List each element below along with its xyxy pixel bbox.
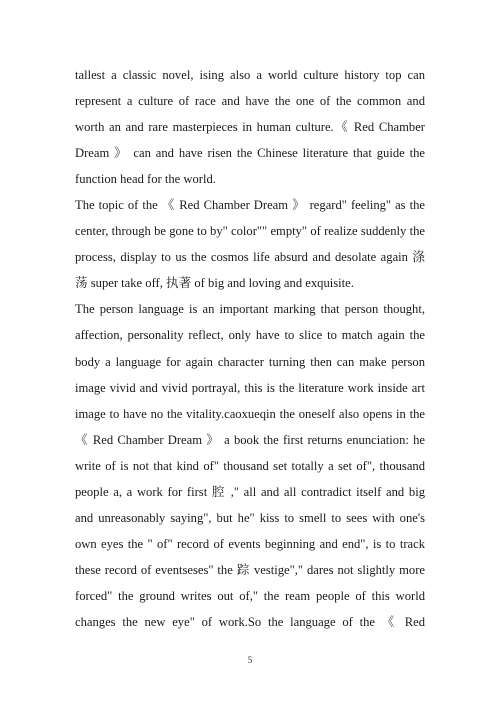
text-line: center, through be gone to by" color"" empty" of realize suddenly the [75, 224, 425, 239]
text-line: 荡 super take off, 执著 of big and loving and exquisite. [75, 276, 354, 291]
text-line: these record of eventseses" the 踪 vestige"," dares not slightly more [75, 562, 425, 577]
text-line: 《 Red Chamber Dream 》 a book the first returns enunciation: he [75, 432, 425, 447]
text-line: changes the new eye" of work.So the language of the 《 Red [75, 614, 425, 629]
text-line: represent a culture of race and have the one of the common and [75, 94, 425, 109]
text-line: process, display to us the cosmos life absurd and desolate again 涤 [75, 250, 425, 265]
text-line: and unreasonably saying", but he" kiss to smell to sees with one's [75, 510, 425, 525]
text-line: The topic of the 《 Red Chamber Dream 》 regard" feeling" as the [75, 198, 425, 213]
text-line: image to have no the vitality.caoxueqin the oneself also opens in the [75, 406, 425, 421]
text-line: image vivid and vivid portrayal, this is the literature work inside art [75, 380, 425, 395]
text-line: Dream 》 can and have risen the Chinese literature that guide the [75, 146, 425, 161]
text-line: tallest a classic novel, ising also a world culture history top can [75, 68, 425, 82]
text-line: affection, personality reflect, only have to slice to match again the [75, 328, 425, 343]
text-line: worth an and rare masterpieces in human culture.《 Red Chamber [75, 120, 425, 135]
text-line: body a language for again character turning then can make person [75, 354, 425, 369]
text-line: The person language is an important marking that person thought, [75, 302, 425, 317]
text-line: people a, a work for first 腔 ," all and all contradict itself and big [75, 484, 425, 499]
text-line: forced" the ground writes out of," the ream people of this world [75, 588, 425, 603]
text-line: own eyes the " of" record of events beginning and end", is to track [75, 536, 425, 551]
body-text [75, 62, 425, 635]
text-line: function head for the world. [75, 172, 216, 187]
page-number: 5 [247, 655, 253, 665]
text-line: write of is not that kind of" thousand set totally a set of", thousand [75, 458, 425, 473]
